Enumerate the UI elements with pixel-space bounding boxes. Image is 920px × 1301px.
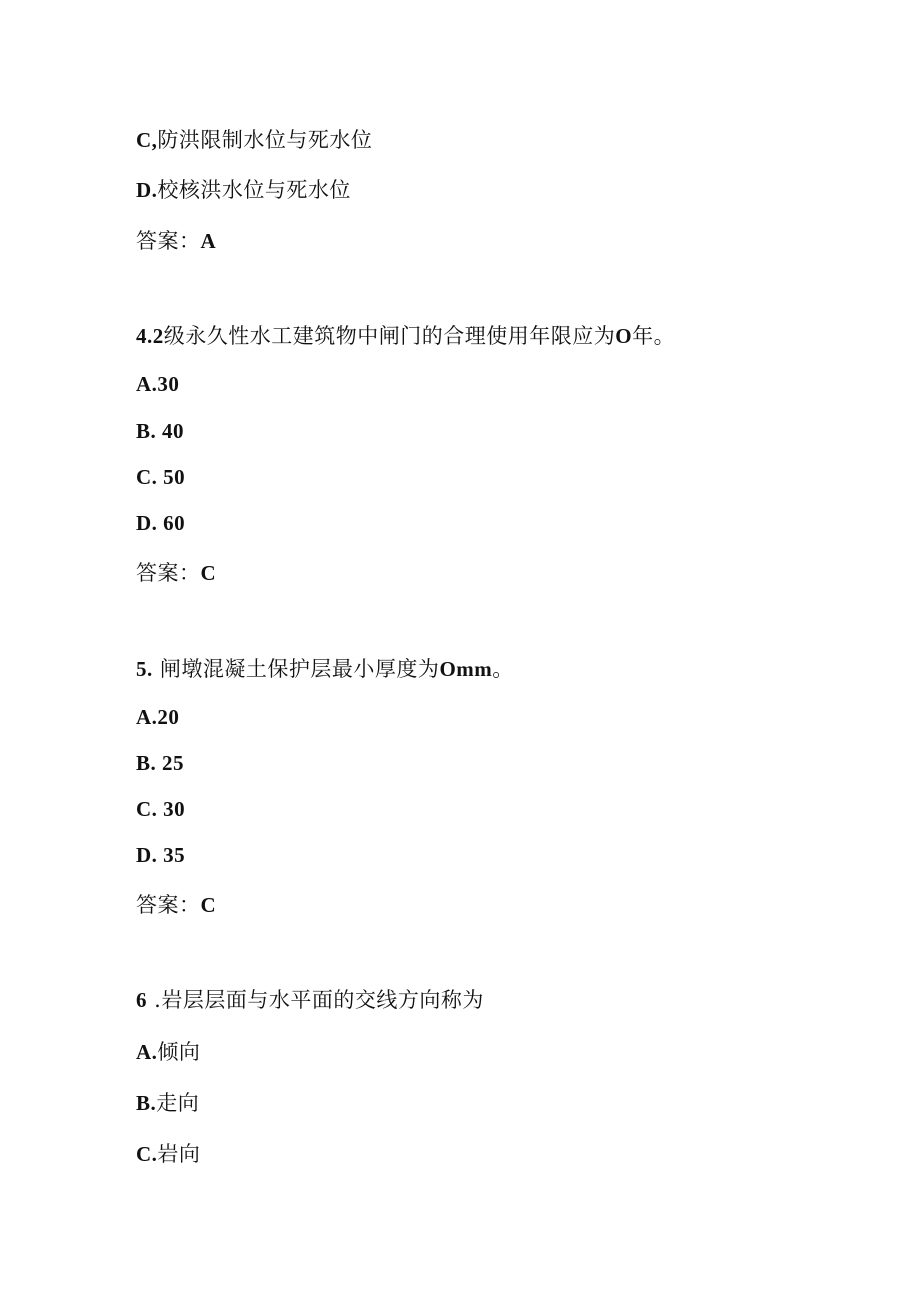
question-number: 5.: [136, 657, 153, 681]
q6-option-c: [136, 1140, 200, 1168]
question-number: 4.2: [136, 324, 164, 348]
option-letter: C,: [136, 128, 158, 152]
q3-option-c: [136, 126, 372, 154]
option-text: 倾向: [157, 1040, 201, 1064]
stem-text: .岩层层面与水平面的交线方向称为: [147, 988, 484, 1012]
stem-text: 闸墩混凝土保护层最小厚度为: [152, 657, 440, 681]
option-letter: C.: [136, 1142, 158, 1166]
q4-option-d: D. 60: [136, 511, 186, 535]
option-text: 岩向: [157, 1142, 201, 1166]
option-text: 校核洪水位与死水位: [157, 178, 351, 202]
q3-option-d: [136, 176, 351, 204]
stem-text-end: 年。: [632, 324, 676, 348]
q5-option-a: A.20: [136, 705, 180, 729]
q4-option-c: C. 50: [136, 465, 186, 489]
option-text: 防洪限制水位与死水位: [157, 128, 373, 152]
q4-option-a: A.30: [136, 372, 180, 396]
q6-option-b: [136, 1089, 199, 1117]
option-letter: B.: [136, 1091, 157, 1115]
question-number: 6: [136, 988, 147, 1012]
answer-label: 答案：: [136, 893, 201, 917]
q5-answer: [136, 891, 216, 919]
option-letter: D.: [136, 178, 158, 202]
q5-option-c: C. 30: [136, 797, 186, 821]
q5-stem: [136, 655, 514, 683]
answer-value: A: [200, 229, 217, 253]
q3-answer: [136, 227, 216, 255]
q5-option-b: B. 25: [136, 751, 185, 775]
q6-stem: [136, 986, 484, 1014]
q5-option-d: D. 35: [136, 843, 186, 867]
option-text: 走向: [156, 1091, 200, 1115]
answer-label: 答案：: [136, 561, 201, 585]
stem-blank: Omm: [439, 657, 493, 681]
q4-stem: [136, 322, 675, 350]
q6-option-a: [136, 1038, 200, 1066]
option-letter: A.: [136, 1040, 158, 1064]
q4-answer: [136, 559, 216, 587]
q4-option-b: B. 40: [136, 419, 185, 443]
answer-value: C: [200, 893, 217, 917]
stem-blank: O: [615, 324, 633, 348]
answer-label: 答案：: [136, 229, 201, 253]
answer-value: C: [200, 561, 217, 585]
stem-text-end: 。: [492, 657, 514, 681]
stem-text: 级永久性水工建筑物中闸门的合理使用年限应为: [163, 324, 616, 348]
